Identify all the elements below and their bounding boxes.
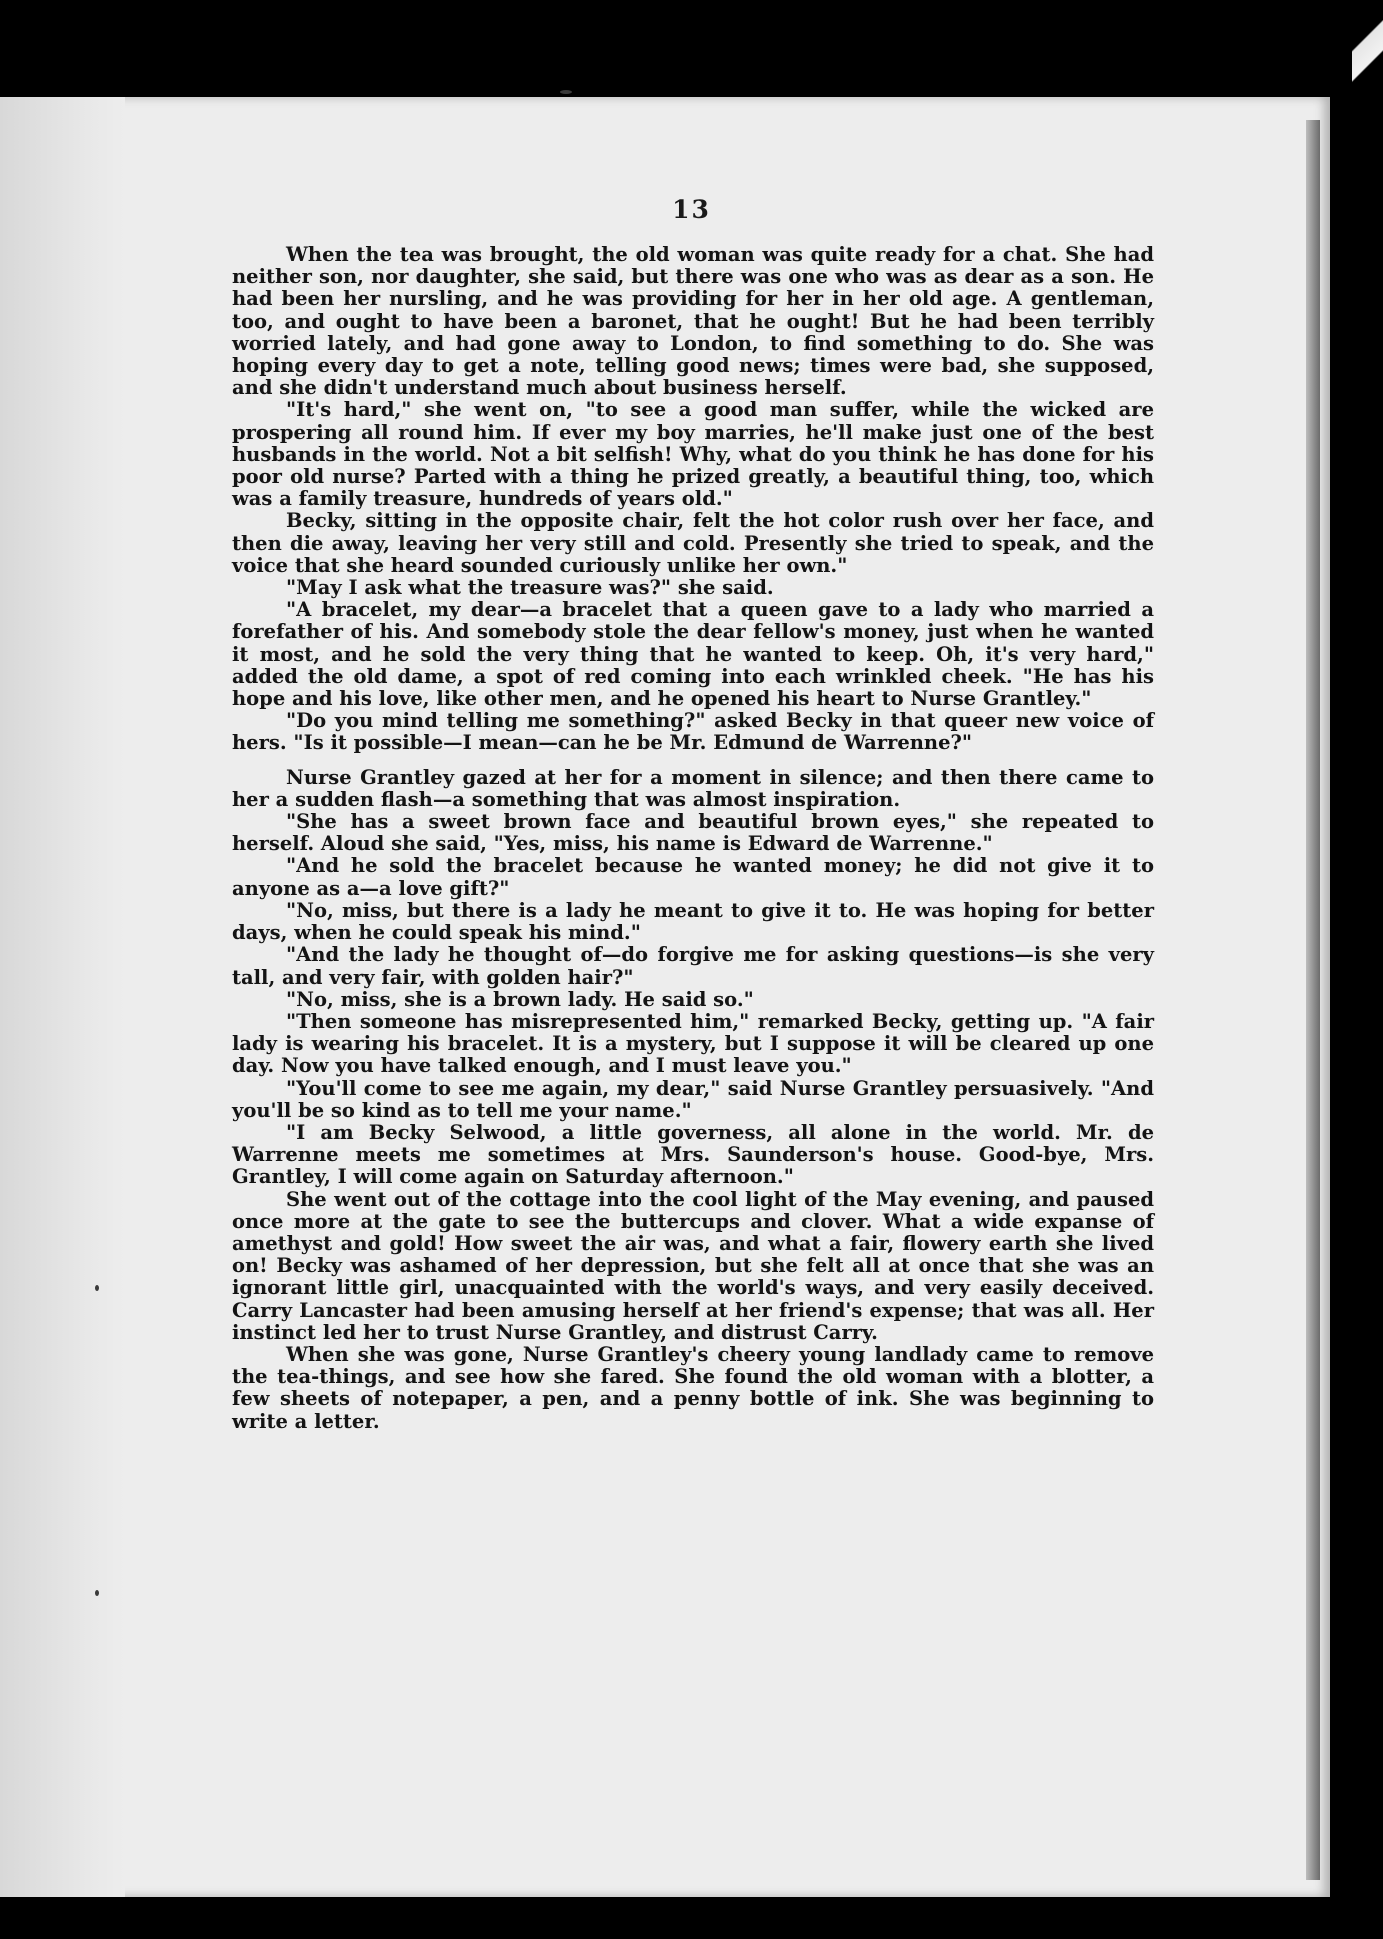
paragraph: Nurse Grantley gazed at her for a moment in silence; and then there came to her a sudden flash—a something that was almost inspiration. [232,765,1154,811]
scan-speck [95,1590,99,1596]
paragraph: She went out of the cottage into the cool light of the May evening, and paused once more at the gate to see the buttercups and clover. What a wide expanse of amethyst and gold! How sweet the air was, and what a fair, flowery earth she lived on! Becky was ashamed of her depression, but she felt all at once that she was an ignorant little girl, unacquainted with the world's ways, and very easily deceived. Carry Lancaster had been amusing herself at her friend's expense; that was all. Her instinct led her to trust Nurse Grantley, and distrust Carry. [232,1187,1154,1344]
paragraph: "I am Becky Selwood, a little governess, all alone in the world. Mr. de Warrenne meets me sometimes at Mrs. Saunderson's house. Good-bye, Mrs. Grantley, I will come again on Saturday afternoon." [232,1120,1154,1189]
page-gutter [0,97,125,1897]
paragraph: "You'll come to see me again, my dear," said Nurse Grantley persuasively. "And you'll be so kind as to tell me your name." [232,1076,1154,1122]
scan-speck [560,90,572,94]
paragraph: "Do you mind telling me something?" asked Becky in that queer new voice of hers. "Is it possible—I mean—can he be Mr. Edmund de Warrenne?" [232,709,1154,755]
paragraph: Becky, sitting in the opposite chair, felt the hot color rush over her face, and then die away, leaving her very still and cold. Presently she tried to speak, and the voice that she heard sounded curiously unlike her own." [232,509,1154,577]
paragraph: When the tea was brought, the old woman was quite ready for a chat. She had neither son, nor daughter, she said, but there was one who was as dear as a son. He had been her nursling, and he was providing for her in her old age. A gentleman, too, and ought to have been a baronet, that he ought! But he had been terribly worried lately, and had gone away to London, to find something to do. She was hoping every day to get a note, telling good news; times were bad, she supposed, and she didn't understand much about business herself. [232,243,1154,400]
body-text [232,244,1154,1433]
page-right-edge [1306,120,1320,1880]
paragraph: "Then someone has misrepresented him," remarked Becky, getting up. "A fair lady is wearing his bracelet. It is a mystery, but I suppose it will be cleared up one day. Now you have talked enough, and I must leave you." [232,1009,1154,1078]
page-number: 13 [672,195,711,224]
paragraph: "It's hard," she went on, "to see a good man suffer, while the wicked are prospering all round him. If ever my boy marries, he'll make just one of the best husbands in the world. Not a bit selfish! Why, what do you think he has done for his poor old nurse? Parted with a thing he prized greatly, a beautiful thing, too, which was a family treasure, hundreds of years old." [232,398,1154,511]
scan-corner-mark [1352,20,1383,90]
paragraph: "And the lady he thought of—do forgive me for asking questions—is she very tall, and very fair, with golden hair?" [232,943,1154,989]
paragraph: "She has a sweet brown face and beautiful brown eyes," she repeated to herself. Aloud she said, "Yes, miss, his name is Edward de Warrenne." [232,810,1154,856]
scan-speck [95,1285,99,1291]
paragraph: "No, miss, but there is a lady he meant to give it to. He was hoping for better days, when he could speak his mind." [232,898,1154,945]
paragraph: "May I ask what the treasure was?" she said. [286,576,774,600]
paragraph: "And he sold the bracelet because he wanted money; he did not give it to anyone as a—a love gift?" [232,854,1154,900]
paragraph: "No, miss, she is a brown lady. He said so." [286,987,754,1011]
paragraph: "A bracelet, my dear—a bracelet that a queen gave to a lady who married a forefather of his. And somebody stole the dear fellow's money, just when he wanted it most, and he sold the very thing that he wanted to keep. Oh, it's very hard," added the old dame, a spot of red coming into each wrinkled cheek. "He has his hope and his love, like other men, and he opened his heart to Nurse Grantley." [232,598,1154,711]
paragraph: When she was gone, Nurse Grantley's cheery young landlady came to remove the tea-things, and see how she fared. She found the old woman with a blotter, a few sheets of notepaper, a pen, and a penny bottle of ink. She was beginning to write a letter. [232,1342,1154,1433]
